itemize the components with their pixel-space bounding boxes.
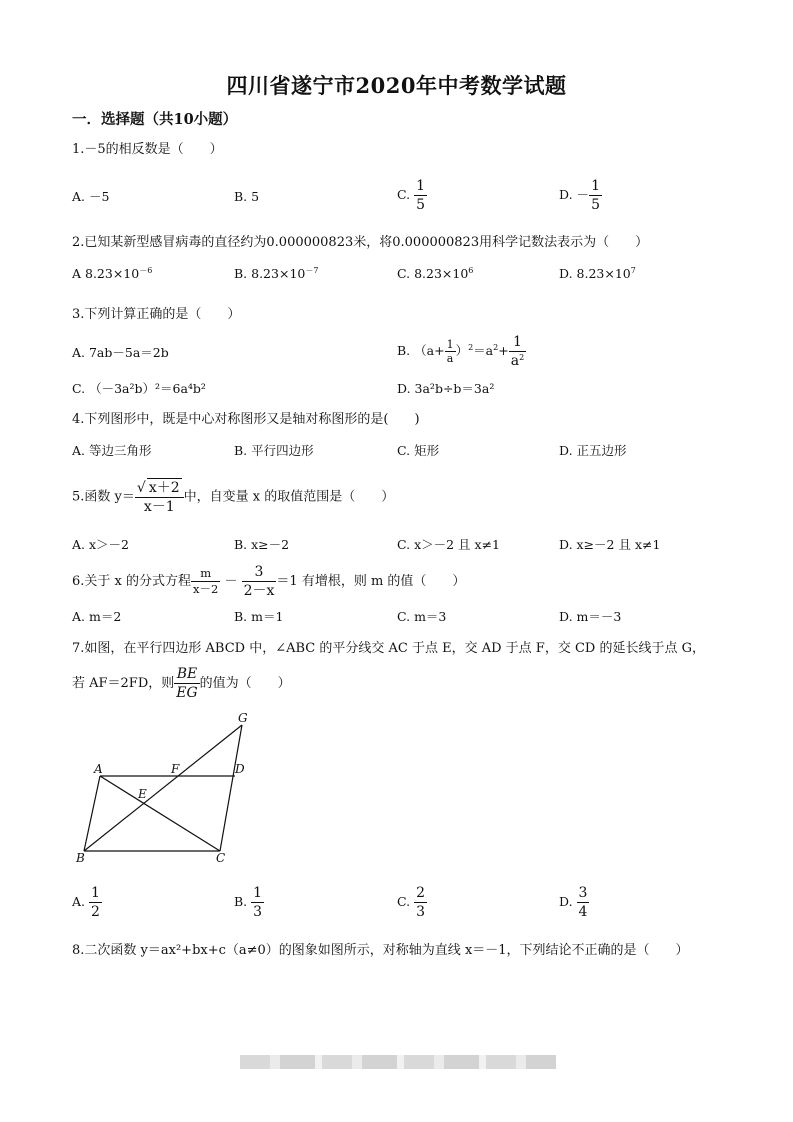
edge-cg: [220, 725, 242, 851]
question-7-stem-line2: 若 AF＝2FD，则 $\frac{BE}{EG}$ 的值为（ ）: [72, 666, 291, 701]
q6-option-b[interactable]: B. m＝1: [234, 609, 284, 624]
q2-option-c[interactable]: C. $8.23\times 10^6$: [397, 266, 474, 281]
q2-option-a[interactable]: A $8.23\times 10^{-6}$: [72, 266, 153, 281]
q1-option-d[interactable]: D. － $\frac{1}{5}$: [559, 178, 600, 213]
question-8-stem: 8.二次函数 y＝ax²+bx+c（a≠0）的图象如图所示，对称轴为直线 x＝－1，下列结论不正确的是（ ）: [72, 943, 689, 958]
label-c: C: [216, 851, 226, 865]
blurred-footer-watermark: [240, 1055, 556, 1069]
q5-option-b[interactable]: B. x≥－2: [234, 537, 290, 552]
q1-option-b[interactable]: B. 5: [234, 189, 260, 204]
question-5-stem: 5.函数 y＝ $\frac{√ x+2}{x-1}$ 中，自变量 x 的取值范围是（ ）: [72, 480, 395, 515]
label-a: A: [94, 762, 103, 776]
label-e: E: [138, 787, 147, 801]
question-4-stem: 4.下列图形中，既是中心对称图形又是轴对称图形的是( ): [72, 412, 420, 427]
question-3-stem: 3.下列计算正确的是（ ）: [72, 307, 241, 322]
parallelogram-diagram: [70, 708, 260, 868]
section-heading: 一．选择题（共10小题）: [72, 111, 238, 128]
q2-option-b[interactable]: B. $8.23\times 10^{-7}$: [234, 266, 319, 281]
question-2-stem: 2.已知某新型感冒病毒的直径约为0.000000823米，将0.000000823用科学记数法表示为（ ）: [72, 235, 649, 250]
q4-option-d[interactable]: D. 正五边形: [559, 443, 627, 458]
q4-option-a[interactable]: A. 等边三角形: [72, 443, 152, 458]
question-6-stem: 6.关于 x 的分式方程 $\frac{m}{x-2}$ － $\frac{3}{2-x}$ ＝1 有增根，则 m 的值（ ）: [72, 564, 466, 599]
q3-option-d[interactable]: D. 3a²b÷b＝3a²: [397, 381, 495, 396]
page-title: 四川省遂宁市2020年中考数学试题: [226, 73, 567, 98]
question-7-stem-line1: 7.如图，在平行四边形 ABCD 中，∠ABC 的平分线交 AC 于点 E，交 AD 于点 F，交 CD 的延长线于点 G，: [72, 641, 705, 656]
q3-option-c[interactable]: C. （－3a²b）²＝6a⁴b²: [72, 381, 206, 396]
q4-option-b[interactable]: B. 平行四边形: [234, 443, 314, 458]
q3-option-a[interactable]: A. 7ab－5a＝2b: [72, 345, 169, 360]
question-1-stem: 1.－5的相反数是（ ）: [72, 142, 223, 157]
q7-option-c[interactable]: C. $\frac{2}{3}$: [397, 885, 425, 920]
label-d: D: [235, 762, 245, 776]
q7-option-d[interactable]: D. $\frac{3}{4}$: [559, 885, 588, 920]
q6-option-a[interactable]: A. m＝2: [72, 609, 122, 624]
q6-option-c[interactable]: C. m＝3: [397, 609, 447, 624]
q3-option-b[interactable]: B. （a+ $\frac{1}{a}$ ）$^2=a^2+$ $\frac{1}{a^2}$: [397, 334, 525, 369]
q6-option-d[interactable]: D. m＝－3: [559, 609, 622, 624]
q7-option-a[interactable]: A. $\frac{1}{2}$: [72, 885, 100, 920]
diagonal-ac: [100, 776, 220, 851]
q2-option-d[interactable]: D. $8.23\times 10^7$: [559, 266, 636, 281]
bisector-bg: [84, 725, 242, 851]
q5-option-d[interactable]: D. x≥－2 且 x≠1: [559, 537, 661, 552]
q5-option-a[interactable]: A. x＞－2: [72, 537, 129, 552]
label-b: B: [76, 851, 85, 865]
label-g: G: [238, 711, 248, 725]
q4-option-c[interactable]: C. 矩形: [397, 443, 440, 458]
q1-option-c[interactable]: C. $\frac{1}{5}$: [397, 178, 425, 213]
q1-option-a[interactable]: A. －5: [72, 189, 110, 204]
label-f: F: [171, 762, 180, 776]
q7-option-b[interactable]: B. $\frac{1}{3}$: [234, 885, 263, 920]
q5-option-c[interactable]: C. x＞－2 且 x≠1: [397, 537, 500, 552]
